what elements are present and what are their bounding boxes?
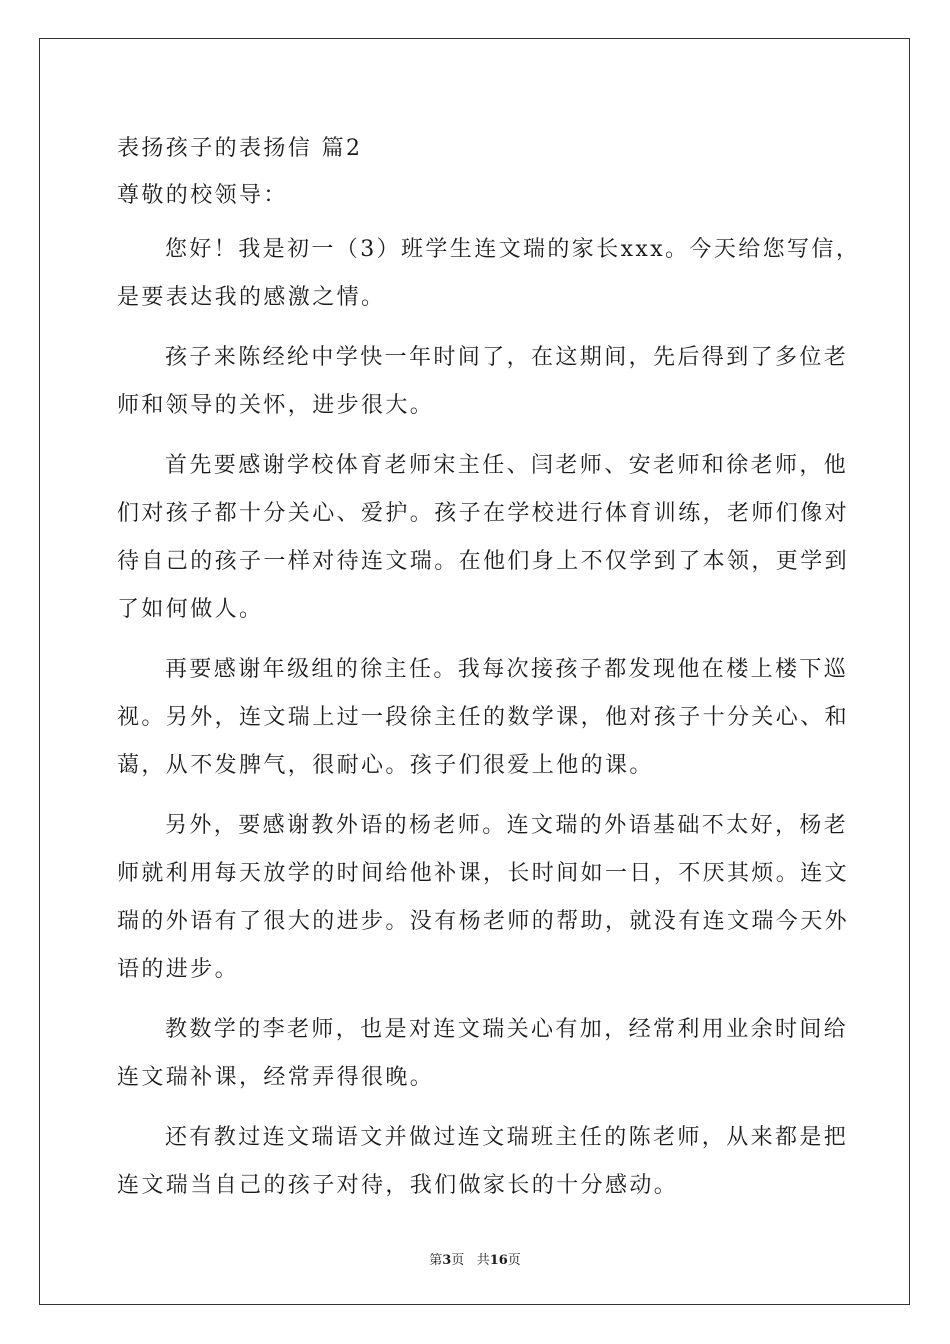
paragraph-line: 师和领导的关怀，进步很大。 (117, 393, 435, 418)
paragraph-line: 视。另外，连文瑞上过一段徐主任的数学课，他对孩子十分关心、和 (117, 705, 850, 730)
paragraph-line: 另外，要感谢教外语的杨老师。连文瑞的外语基础不太好，杨老 (165, 813, 849, 838)
paragraph-line: 蔼，从不发脾气，很耐心。孩子们很爱上他的课。 (117, 753, 654, 778)
salutation: 尊敬的校领导： (117, 183, 288, 208)
paragraph (117, 646, 850, 790)
total-suffix: 页 (507, 1253, 521, 1268)
paragraph (117, 442, 850, 634)
paragraph (117, 334, 849, 430)
paragraph (117, 1006, 849, 1102)
document-body (117, 130, 861, 1222)
page-suffix: 页 (451, 1253, 465, 1268)
paragraph (117, 226, 861, 322)
paragraph-line: 待自己的孩子一样对待连文瑞。在他们身上不仅学到了本领，更学到 (117, 549, 850, 574)
paragraph-line: 您好！我是初一（3）班学生连文瑞的家长xxx。今天给您写信， (165, 237, 861, 262)
paragraph (117, 802, 850, 994)
paragraph-line: 了如何做人。 (117, 597, 264, 622)
current-page-number: 3 (442, 1253, 452, 1268)
page-footer (0, 1249, 950, 1268)
paragraph-line: 瑞的外语有了很大的进步。没有杨老师的帮助，就没有连文瑞今天外 (117, 909, 850, 934)
paragraph-line: 教数学的李老师，也是对连文瑞关心有加，经常利用业余时间给 (165, 1017, 849, 1042)
paragraph-line: 连文瑞补课，经常弄得很晚。 (117, 1065, 435, 1090)
paragraph-line: 孩子来陈经纶中学快一年时间了，在这期间，先后得到了多位老 (165, 345, 849, 370)
paragraph-line: 首先要感谢学校体育老师宋主任、闫老师、安老师和徐老师，他 (165, 453, 849, 478)
paragraph-line: 还有教过连文瑞语文并做过连文瑞班主任的陈老师，从来都是把 (165, 1125, 849, 1150)
page-prefix: 第 (429, 1253, 443, 1268)
total-page-count: 16 (489, 1253, 508, 1268)
paragraph-line: 连文瑞当自己的孩子对待，我们做家长的十分感动。 (117, 1173, 679, 1198)
paragraph-line: 是要表达我的感激之情。 (117, 285, 386, 310)
document-title: 表扬孩子的表扬信 篇2 (117, 136, 363, 161)
paragraph-line: 语的进步。 (117, 957, 240, 982)
paragraph-line: 们对孩子都十分关心、爱护。孩子在学校进行体育训练，老师们像对 (117, 501, 850, 526)
paragraph-line: 师就利用每天放学的时间给他补课，长时间如一日，不厌其烦。连文 (117, 861, 850, 886)
paragraph-line: 再要感谢年级组的徐主任。我每次接孩子都发现他在楼上楼下巡 (165, 657, 849, 682)
paragraph (117, 1114, 849, 1210)
total-prefix: 共 (476, 1253, 490, 1268)
